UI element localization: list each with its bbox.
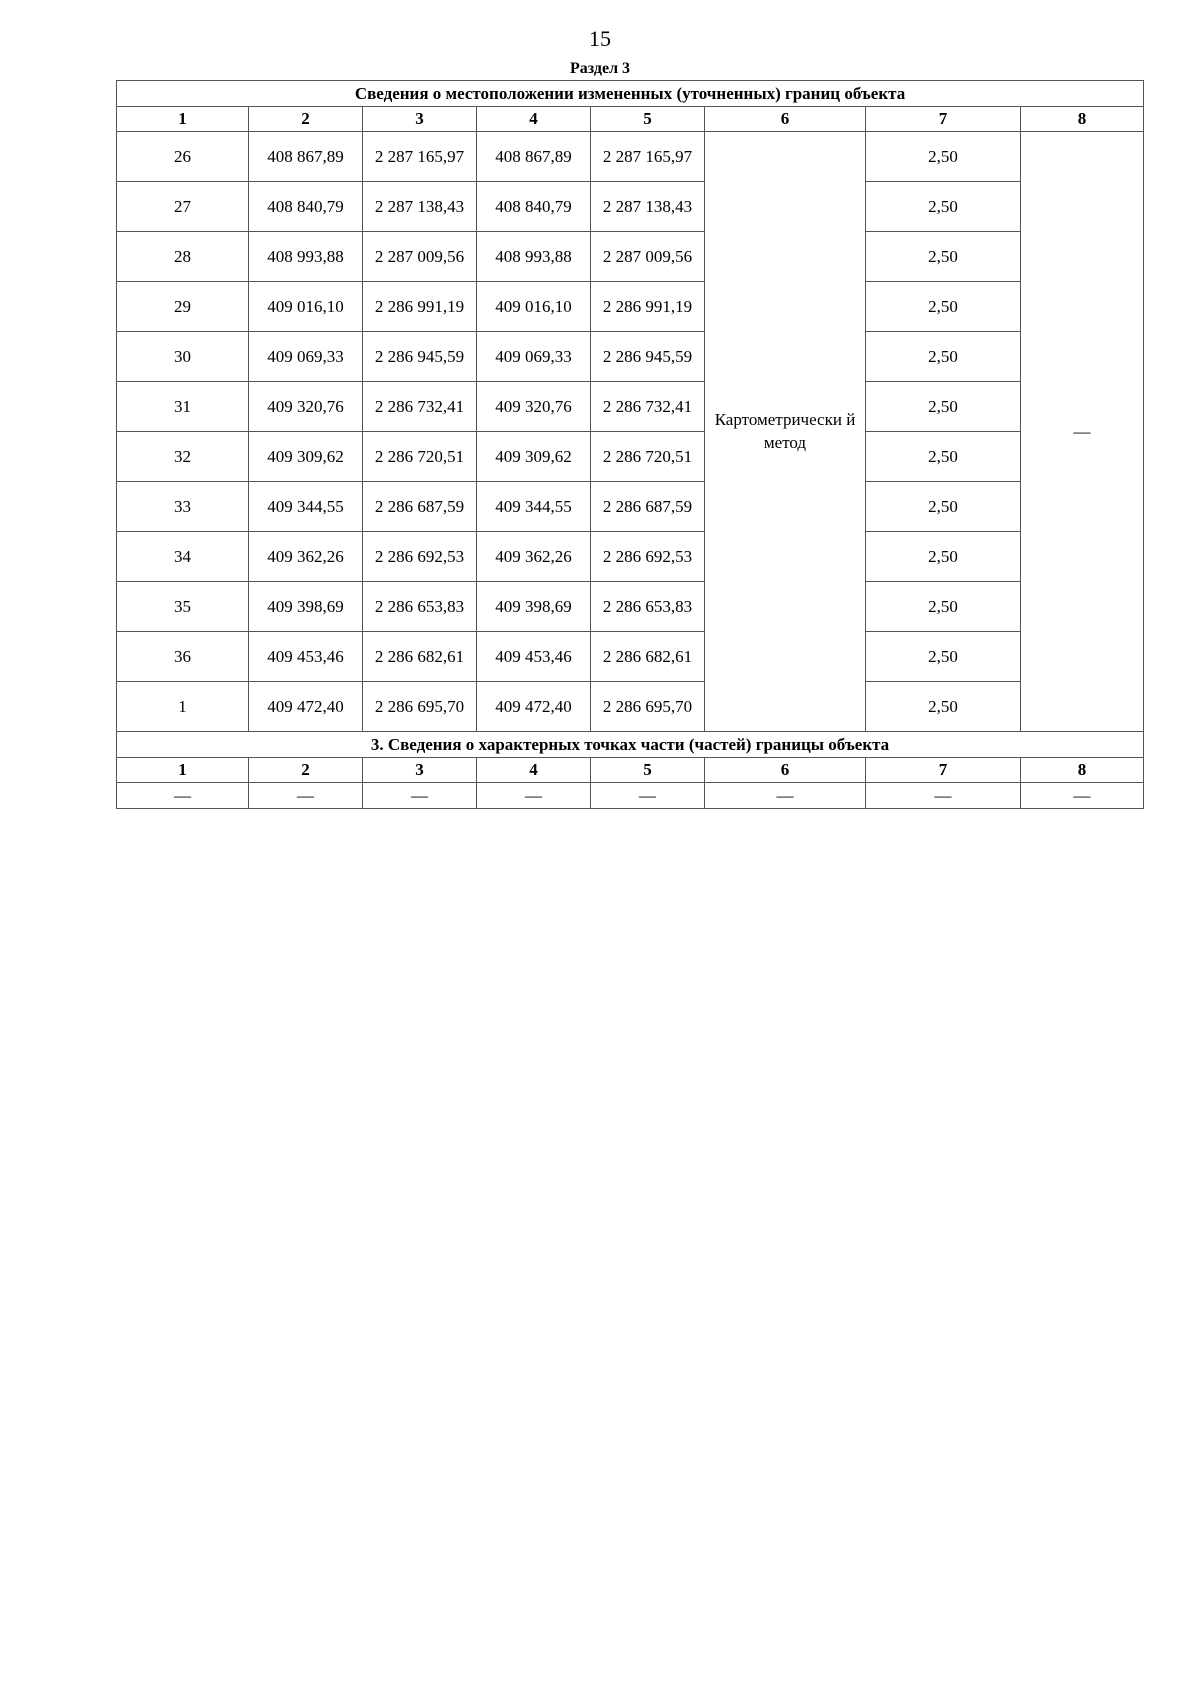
x-new-cell: 409 344,55	[477, 482, 591, 532]
y-new-cell: 2 286 732,41	[591, 382, 705, 432]
y-old-cell: 2 286 682,61	[363, 632, 477, 682]
y-new-cell: 2 286 720,51	[591, 432, 705, 482]
table-row	[117, 332, 1144, 382]
column-number: 3	[363, 758, 477, 783]
y-new-cell: 2 286 945,59	[591, 332, 705, 382]
x-old-cell: 408 993,88	[249, 232, 363, 282]
table-row	[117, 182, 1144, 232]
accuracy-cell: 2,50	[866, 482, 1021, 532]
table-row	[117, 482, 1144, 532]
y-old-cell: 2 287 165,97	[363, 132, 477, 182]
x-old-cell: 409 472,40	[249, 682, 363, 732]
x-old-cell: 409 453,46	[249, 632, 363, 682]
y-old-cell: 2 286 692,53	[363, 532, 477, 582]
cell-dash: —	[117, 783, 249, 809]
column-number: 8	[1021, 107, 1144, 132]
point-number-cell: 34	[117, 532, 249, 582]
x-old-cell: 409 309,62	[249, 432, 363, 482]
column-number: 5	[591, 107, 705, 132]
y-new-cell: 2 287 138,43	[591, 182, 705, 232]
x-new-cell: 409 472,40	[477, 682, 591, 732]
point-number-cell: 26	[117, 132, 249, 182]
accuracy-cell: 2,50	[866, 682, 1021, 732]
y-old-cell: 2 286 653,83	[363, 582, 477, 632]
x-new-cell: 409 016,10	[477, 282, 591, 332]
table-row	[117, 532, 1144, 582]
x-new-cell: 408 840,79	[477, 182, 591, 232]
column-number: 6	[705, 107, 866, 132]
x-new-cell: 409 398,69	[477, 582, 591, 632]
table-row	[117, 382, 1144, 432]
point-number-cell: 1	[117, 682, 249, 732]
x-old-cell: 409 344,55	[249, 482, 363, 532]
cell-dash: —	[866, 783, 1021, 809]
table-row	[117, 232, 1144, 282]
column-number: 2	[249, 758, 363, 783]
page-number: 15	[589, 26, 611, 51]
y-new-cell: 2 287 009,56	[591, 232, 705, 282]
cell-dash: —	[363, 783, 477, 809]
accuracy-cell: 2,50	[866, 382, 1021, 432]
table-row	[117, 682, 1144, 732]
x-old-cell: 409 016,10	[249, 282, 363, 332]
table-row	[117, 632, 1144, 682]
accuracy-cell: 2,50	[866, 332, 1021, 382]
column-number: 4	[477, 107, 591, 132]
y-old-cell: 2 286 991,19	[363, 282, 477, 332]
x-old-cell: 409 398,69	[249, 582, 363, 632]
x-old-cell: 409 362,26	[249, 532, 363, 582]
y-new-cell: 2 286 682,61	[591, 632, 705, 682]
y-new-cell: 2 286 687,59	[591, 482, 705, 532]
column-number: 8	[1021, 758, 1144, 783]
y-old-cell: 2 286 695,70	[363, 682, 477, 732]
accuracy-cell: 2,50	[866, 132, 1021, 182]
x-new-cell: 409 320,76	[477, 382, 591, 432]
accuracy-cell: 2,50	[866, 232, 1021, 282]
point-number-cell: 35	[117, 582, 249, 632]
table2-title: 3. Сведения о характерных точках части (частей) границы объекта	[117, 732, 1144, 758]
y-old-cell: 2 286 720,51	[363, 432, 477, 482]
cell-dash: —	[705, 783, 866, 809]
method-cell: Картометрически й метод	[705, 132, 866, 732]
boundary-table	[116, 80, 1144, 809]
y-new-cell: 2 286 653,83	[591, 582, 705, 632]
y-old-cell: 2 286 732,41	[363, 382, 477, 432]
table-row	[117, 582, 1144, 632]
table-row	[117, 432, 1144, 482]
point-number-cell: 30	[117, 332, 249, 382]
column-number: 7	[866, 758, 1021, 783]
y-new-cell: 2 286 991,19	[591, 282, 705, 332]
accuracy-cell: 2,50	[866, 582, 1021, 632]
col8-dash-cell: —	[1021, 132, 1144, 732]
cell-dash: —	[477, 783, 591, 809]
x-new-cell: 409 362,26	[477, 532, 591, 582]
x-new-cell: 408 867,89	[477, 132, 591, 182]
table-row	[117, 282, 1144, 332]
column-number: 2	[249, 107, 363, 132]
y-old-cell: 2 287 009,56	[363, 232, 477, 282]
point-number-cell: 31	[117, 382, 249, 432]
column-number: 5	[591, 758, 705, 783]
accuracy-cell: 2,50	[866, 182, 1021, 232]
point-number-cell: 29	[117, 282, 249, 332]
table-row	[117, 132, 1144, 182]
y-old-cell: 2 287 138,43	[363, 182, 477, 232]
x-old-cell: 409 320,76	[249, 382, 363, 432]
column-number: 1	[117, 758, 249, 783]
x-old-cell: 408 867,89	[249, 132, 363, 182]
accuracy-cell: 2,50	[866, 432, 1021, 482]
point-number-cell: 36	[117, 632, 249, 682]
table2-column-numbers	[117, 758, 1144, 783]
point-number-cell: 32	[117, 432, 249, 482]
accuracy-cell: 2,50	[866, 632, 1021, 682]
column-number: 4	[477, 758, 591, 783]
table2-row	[117, 783, 1144, 809]
accuracy-cell: 2,50	[866, 282, 1021, 332]
point-number-cell: 27	[117, 182, 249, 232]
y-new-cell: 2 286 695,70	[591, 682, 705, 732]
y-new-cell: 2 286 692,53	[591, 532, 705, 582]
x-old-cell: 409 069,33	[249, 332, 363, 382]
accuracy-cell: 2,50	[866, 532, 1021, 582]
y-new-cell: 2 287 165,97	[591, 132, 705, 182]
column-number: 1	[117, 107, 249, 132]
x-new-cell: 409 309,62	[477, 432, 591, 482]
point-number-cell: 28	[117, 232, 249, 282]
table1-column-numbers	[117, 107, 1144, 132]
section-title: Раздел 3	[569, 60, 631, 77]
cell-dash: —	[249, 783, 363, 809]
y-old-cell: 2 286 945,59	[363, 332, 477, 382]
x-new-cell: 409 453,46	[477, 632, 591, 682]
column-number: 3	[363, 107, 477, 132]
y-old-cell: 2 286 687,59	[363, 482, 477, 532]
point-number-cell: 33	[117, 482, 249, 532]
cell-dash: —	[591, 783, 705, 809]
table1-title: Сведения о местоположении измененных (уточненных) границ объекта	[117, 81, 1144, 107]
x-new-cell: 409 069,33	[477, 332, 591, 382]
cell-dash: —	[1021, 783, 1144, 809]
column-number: 6	[705, 758, 866, 783]
column-number: 7	[866, 107, 1021, 132]
x-old-cell: 408 840,79	[249, 182, 363, 232]
x-new-cell: 408 993,88	[477, 232, 591, 282]
